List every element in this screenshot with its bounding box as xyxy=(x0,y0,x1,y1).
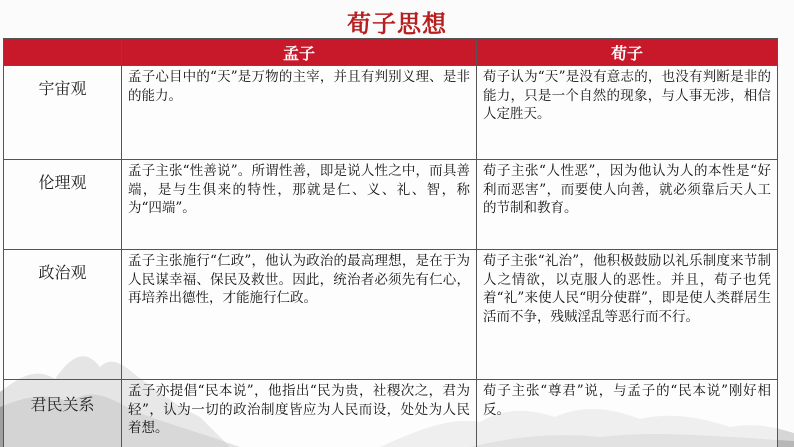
table-row xyxy=(4,160,778,250)
xunzi-politics-cell: 荀子主张“礼治”，他积极鼓励以礼乐制度来节制人之情欲，以克服人的恶性。并且，荀子也凭着“礼”来使人民“明分使群”，即是使人类群居生活而不争，残贼淫乱等恶行而不行。 xyxy=(477,250,778,380)
header-corner xyxy=(4,39,122,66)
xunzi-ethics-cell: 荀子主张“人性恶”，因为他认为人的本性是“好利而恶害”，而要使人向善，就必须靠后天人工的节制和教育。 xyxy=(477,160,778,250)
xunzi-ruler-people-cell: 荀子主张“尊君”说，与孟子的“民本说”刚好相反。 xyxy=(477,380,778,447)
mencius-ethics-cell: 孟子主张“性善说”。所谓性善，即是说人性之中，而具善端，是与生俱来的特性，那就是仁、义、礼、智，称为“四端”。 xyxy=(122,160,477,250)
page-title: 荀子思想 xyxy=(347,9,447,38)
header-xunzi: 荀子 xyxy=(477,39,778,66)
row-label-cosmology: 宇宙观 xyxy=(4,66,122,160)
table-row xyxy=(4,380,778,447)
mencius-ruler-people-cell: 孟子亦提倡“民本说”，他指出“民为贵，社稷次之，君为轻”，认为一切的政治制度皆应为人民而设，处处为人民着想。 xyxy=(122,380,477,447)
row-label-ethics: 伦理观 xyxy=(4,160,122,250)
mencius-politics-cell: 孟子主张施行“仁政”，他认为政治的最高理想，是在于为人民谋幸福、保民及救世。因此，统治者必须先有仁心，再培养出德性，才能施行仁政。 xyxy=(122,250,477,380)
row-label-politics: 政治观 xyxy=(4,250,122,380)
xunzi-cosmology-cell: 荀子认为“天”是没有意志的，也没有判断是非的能力，只是一个自然的现象，与人事无涉，相信人定胜天。 xyxy=(477,66,778,160)
table-row xyxy=(4,250,778,380)
table-header-row xyxy=(4,39,778,66)
table-row xyxy=(4,66,778,160)
mencius-cosmology-cell: 孟子心目中的“天”是万物的主宰，并且有判别义理、是非的能力。 xyxy=(122,66,477,160)
row-label-ruler-people: 君民关系 xyxy=(4,380,122,447)
header-mencius: 孟子 xyxy=(122,39,477,66)
comparison-table xyxy=(3,38,778,447)
